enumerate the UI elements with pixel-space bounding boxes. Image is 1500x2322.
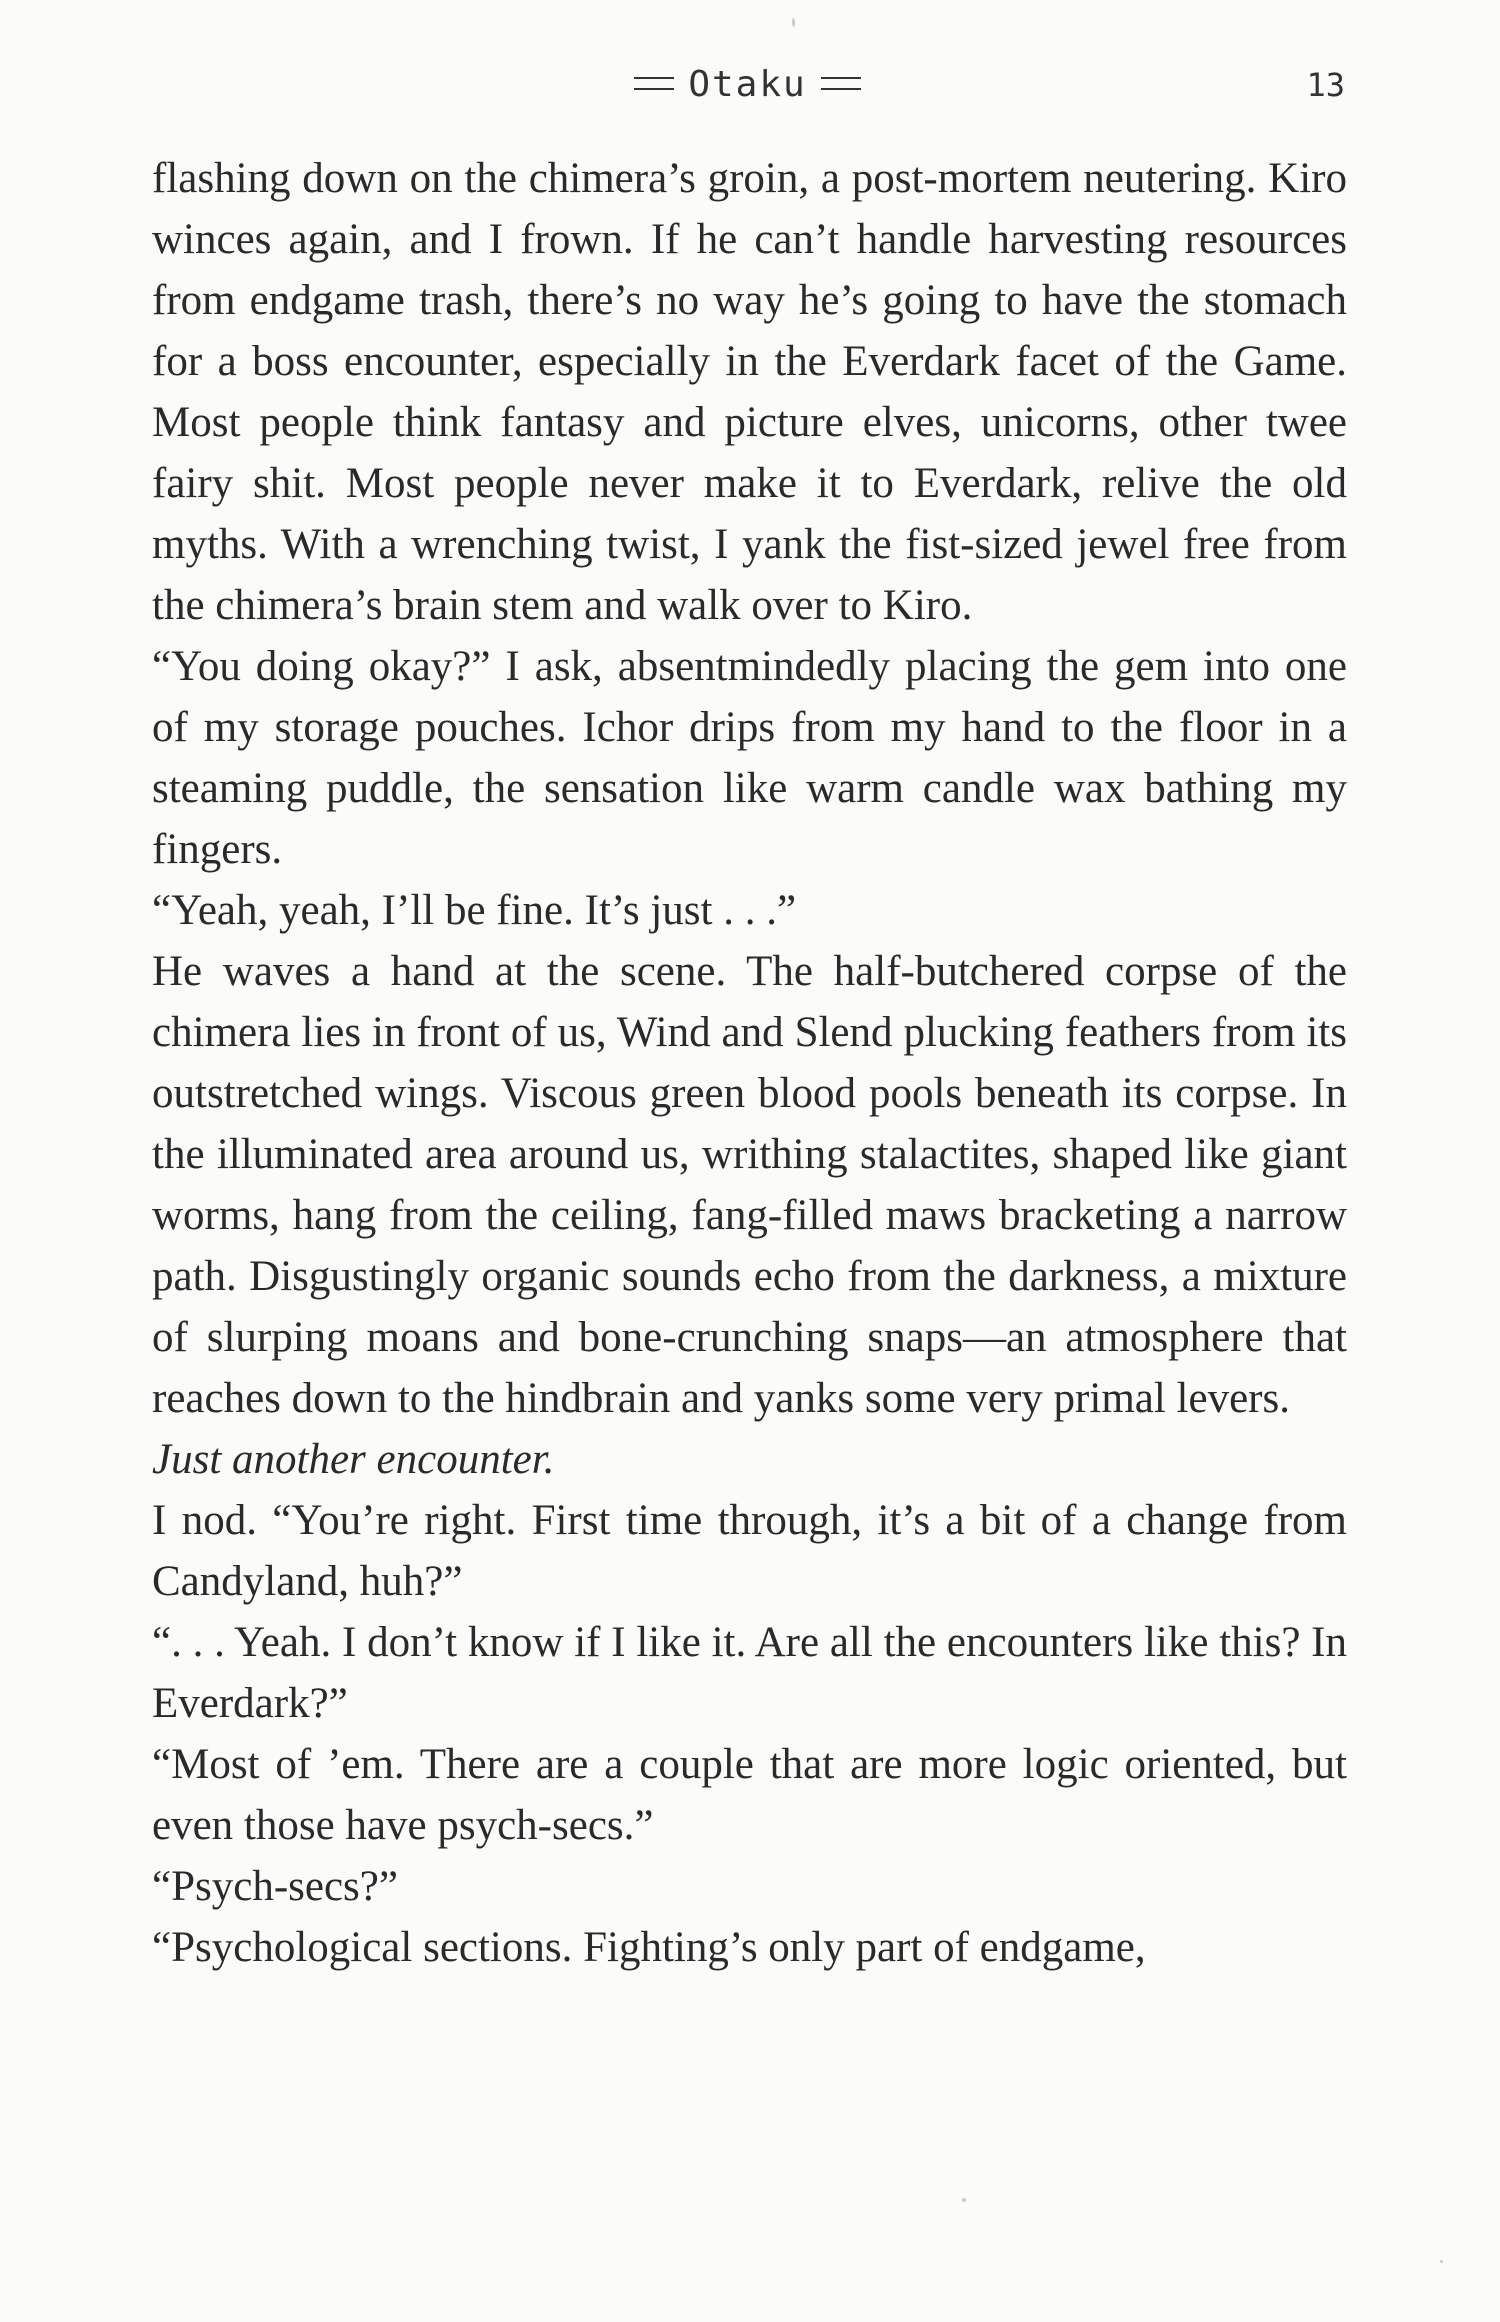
- paragraph: flashing down on the chimera’s groin, a post-mortem neutering. Kiro winces again, and I frown. If he can’t handle harvesting resources from endgame trash, there’s no way he’s going to have the stomach for a boss encounter, especially in the Everdark facet of the Game. Most people think fantasy and picture elves, unicorns, other twee fairy shit. Most people never make it to Everdark, relive the old myths. With a wrenching twist, I yank the fist-sized jewel free from the chimera’s brain stem and walk over to Kiro.: [152, 155, 1347, 629]
- left-double-rule: [634, 77, 674, 90]
- page-number: 13: [1306, 66, 1345, 104]
- paragraph: He waves a hand at the scene. The half-butchered corpse of the chimera lies in front of us, Wind and Slend plucking feathers from its outstretched wings. Viscous green blood pools beneath its corpse. In the illuminated area around us, writhing stalactites, shaped like giant worms, hang from the ceiling, fang-filled maws bracketing a narrow path. Disgustingly organic sounds echo from the darkness, a mixture of slurping moans and bone-crunching snaps—an atmosphere that reaches down to the hindbrain and yanks some very primal levers.: [152, 948, 1347, 1422]
- scan-speck: [962, 2198, 966, 2202]
- paragraph: I nod. “You’re right. First time through, it’s a bit of a change from Candyland, huh?”: [152, 1497, 1347, 1605]
- running-title: [150, 55, 1345, 115]
- scan-speck: [792, 18, 795, 27]
- paragraph: “You doing okay?” I ask, absentmindedly placing the gem into one of my storage pouches. Ichor drips from my hand to the floor in a steaming puddle, the sensation like warm candle wax bathing my fingers.: [152, 643, 1347, 873]
- right-double-rule: [821, 77, 861, 90]
- paragraph: “Yeah, yeah, I’ll be fine. It’s just . . .”: [152, 887, 797, 934]
- paragraph: “. . . Yeah. I don’t know if I like it. Are all the encounters like this? In Everdark?”: [152, 1619, 1347, 1727]
- book-title: Otaku: [688, 64, 807, 105]
- italic-thought: Just another encounter.: [152, 1436, 555, 1483]
- running-head: [150, 55, 1345, 115]
- paragraph: “Psychological sections. Fighting’s only part of endgame,: [152, 1924, 1146, 1971]
- scan-speck: [1440, 2260, 1443, 2263]
- body-text: [152, 148, 1347, 1978]
- paragraph: “Most of ’em. There are a couple that are more logic oriented, but even those have psych-secs.”: [152, 1741, 1347, 1849]
- paragraph: “Psych-secs?”: [152, 1863, 398, 1910]
